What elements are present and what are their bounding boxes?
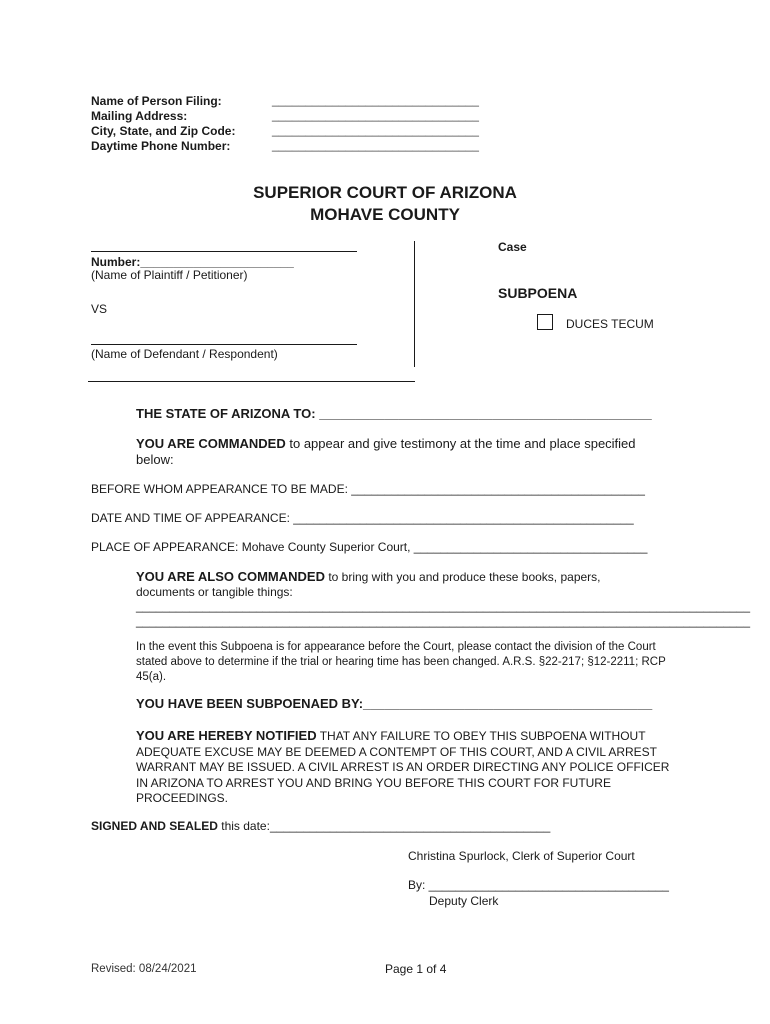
items-blank-line-2[interactable]: ____________________________________________________________________________________________ [136,614,750,628]
commanded-paragraph [136,436,676,468]
state-to-line[interactable]: THE STATE OF ARIZONA TO: ______________________________________________ [136,406,652,421]
also-commanded-paragraph [136,569,661,600]
place-field[interactable]: PLACE OF APPEARANCE: Mohave County Superior Court, ___________________________________ [91,540,648,554]
court-title-line1: SUPERIOR COURT OF ARIZONA [253,183,517,202]
also-commanded-text: to bring with you and produce these books, papers, documents or tangible things: [136,570,601,599]
filer-address-label: Mailing Address: [91,109,188,123]
deputy-clerk-label: Deputy Clerk [429,894,499,908]
court-title-line2: MOHAVE COUNTY [310,205,460,224]
before-whom-field[interactable]: BEFORE WHOM APPEARANCE TO BE MADE: ____________________________________________ [91,482,645,496]
plaintiff-label: (Name of Plaintiff / Petitioner) [91,268,248,282]
commanded-bold: YOU ARE COMMANDED [136,436,286,451]
vs-label: VS [91,302,108,316]
date-time-field[interactable]: DATE AND TIME OF APPEARANCE: ___________________________________________________ [91,511,634,525]
filer-address-blank[interactable]: _______________________________ [272,108,479,122]
filer-phone-label: Daytime Phone Number: [91,139,231,153]
revised-date: Revised: 08/24/2021 [91,963,197,975]
notified-paragraph [136,728,681,807]
document-title: SUBPOENA [498,285,578,301]
signed-bold: SIGNED AND SEALED [91,819,218,833]
commanded-text: to appear and give testimony at the time and place specified below: [136,436,636,467]
plaintiff-line [91,251,357,252]
duces-tecum-label: DUCES TECUM [566,317,654,331]
filer-city-label: City, State, and Zip Code: [91,124,236,138]
defendant-line [91,344,357,345]
event-note: In the event this Subpoena is for appearance before the Court, please contact the division of the Court stated above to determine if the trial or hearing time has been changed. A.R.S. §22-217; §12-2211; RCP 45(a). [136,641,666,683]
deputy-signature-line[interactable]: By: ____________________________________ [408,878,669,892]
signed-text: this date:__________________________________________ [217,819,551,833]
notified-bold: YOU ARE HEREBY NOTIFIED [136,728,317,743]
case-number-field[interactable]: Number:_______________________ [91,255,294,269]
filer-name-blank[interactable]: _______________________________ [272,93,479,107]
case-label: Case [498,240,527,254]
items-blank-line-1[interactable]: ____________________________________________________________________________________________ [136,599,750,613]
filer-city-blank[interactable]: _______________________________ [272,123,479,137]
caption-vertical-rule [414,241,415,367]
filer-phone-blank[interactable]: _______________________________ [272,138,479,152]
duces-tecum-checkbox[interactable] [537,314,553,330]
filer-name-label: Name of Person Filing: [91,94,222,108]
page-number: Page 1 of 4 [385,962,447,976]
defendant-label: (Name of Defendant / Respondent) [91,347,278,361]
clerk-name: Christina Spurlock, Clerk of Superior Court [408,849,635,863]
signed-date-line[interactable] [91,819,550,833]
also-commanded-bold: YOU ARE ALSO COMMANDED [136,569,325,584]
caption-bottom-rule [88,381,415,382]
subpoenaed-by-field[interactable]: YOU HAVE BEEN SUBPOENAED BY:________________________________________ [136,696,653,711]
notified-text: THAT ANY FAILURE TO OBEY THIS SUBPOENA WITHOUT ADEQUATE EXCUSE MAY BE DEEMED A CONTEMPT OF THIS COURT, AND A CIVIL ARREST WARRANT MAY BE ISSUED. A CIVIL ARREST IS AN ORDER DIRECTING ANY POLICE OFFICER IN ARIZONA TO ARREST YOU AND BRING YOU BEFORE THIS COURT FOR FUTURE PROCEEDINGS. [136,729,670,805]
